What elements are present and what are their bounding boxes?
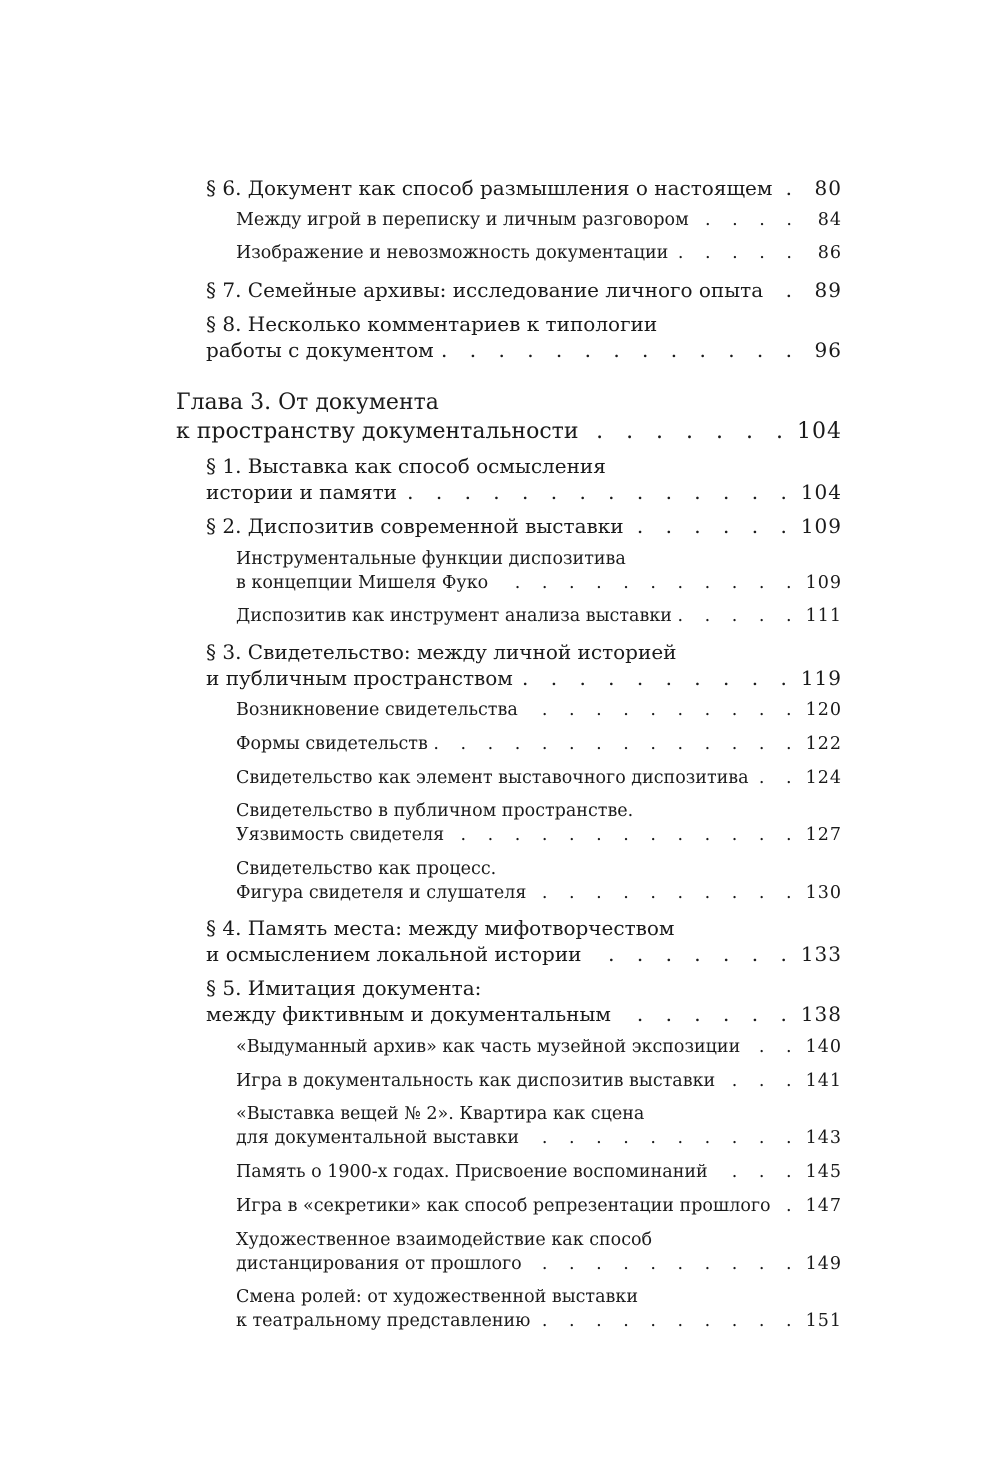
toc-entry-section-8[interactable] [206, 311, 842, 363]
toc-entry-title: Возникновение свидетельства [236, 700, 518, 720]
toc-entry-title-line1: § 4. Память места: между мифотворчеством [206, 916, 675, 940]
toc-entry-title: § 2. Диспозитив современной выставки [206, 514, 624, 538]
toc-entry-subsection[interactable] [236, 1160, 842, 1184]
toc-page-number: 149 [805, 1254, 842, 1274]
dot-leader [450, 823, 799, 847]
toc-chapter-title-line2: к пространству документальности [176, 419, 579, 444]
dot-leader [746, 1035, 799, 1059]
toc-entry-title: § 7. Семейные архивы: исследование личного опыта [206, 278, 764, 302]
toc-entry-title-line1: Свидетельство как процесс. [236, 859, 497, 879]
toc-entry-title-line1: Художественное взаимодействие как способ [236, 1230, 653, 1250]
toc-entry-title: Свидетельство как элемент выставочного диспозитива [236, 768, 749, 788]
toc-entry-subsection[interactable] [236, 1228, 842, 1276]
toc-entry-subsection[interactable] [236, 1035, 842, 1059]
dot-leader [721, 1069, 799, 1093]
toc-page-number: 127 [805, 825, 842, 845]
toc-entry-section-6[interactable] [206, 175, 842, 201]
toc-page-number: 140 [805, 1037, 842, 1057]
toc-entry-title-line1: «Выставка вещей № 2». Квартира как сцена [236, 1104, 645, 1124]
toc-page-number: 104 [800, 480, 842, 504]
toc-page-number: 141 [805, 1071, 842, 1091]
toc-chapter-title-line1: Глава 3. От документа [176, 390, 439, 415]
toc-entry-subsection[interactable] [236, 547, 842, 595]
toc-entry-title-line2: к театральному представлению [236, 1311, 531, 1331]
toc-entry-subsection[interactable] [236, 208, 842, 232]
toc-entry-section-4[interactable] [206, 915, 842, 967]
toc-entry-subsection[interactable] [236, 1194, 842, 1218]
toc-entry-subsection[interactable] [236, 732, 842, 756]
dot-leader [536, 1309, 799, 1333]
toc-entry-title: Изображение и невозможность документации [236, 243, 669, 263]
toc-page-number: 133 [800, 942, 842, 966]
toc-page-number: 124 [805, 768, 842, 788]
toc-entry-title-line2: Фигура свидетеля и слушателя [236, 883, 527, 903]
toc-page-number: 109 [800, 514, 842, 538]
dot-leader [519, 665, 795, 691]
toc-page-number: 130 [805, 883, 842, 903]
dot-leader [678, 604, 800, 628]
toc-entry-title-line1: § 8. Несколько комментариев к типологии [206, 312, 658, 336]
toc-page-number: 147 [805, 1196, 842, 1216]
toc-entry-title: Игра в «секретики» как способ репрезентации прошлого [236, 1196, 771, 1216]
toc-page-number: 84 [817, 210, 842, 230]
dot-leader [617, 1001, 795, 1027]
dot-leader [695, 208, 800, 232]
toc-entry-section-1[interactable] [206, 453, 842, 505]
toc-entry-title-line1: § 1. Выставка как способ осмысления [206, 454, 606, 478]
toc-entry-title: Формы свидетельств [236, 734, 428, 754]
toc-entry-subsection[interactable] [236, 698, 842, 722]
toc-page-number: 145 [805, 1162, 842, 1182]
toc-entry-title: § 6. Документ как способ размышления о настоящем [206, 176, 773, 200]
toc-entry-subsection[interactable] [236, 1102, 842, 1150]
toc-entry-title: Игра в документальность как диспозитив выставки [236, 1071, 716, 1091]
toc-entry-title-line1: § 5. Имитация документа: [206, 976, 482, 1000]
toc-entry-title: Память о 1900-х годах. Присвоение воспоминаний [236, 1162, 708, 1182]
dot-leader [434, 732, 800, 756]
toc-page-number: 96 [814, 338, 842, 362]
toc-entry-chapter-3[interactable] [176, 388, 842, 446]
dot-leader [777, 1194, 800, 1218]
dot-leader [630, 513, 795, 539]
toc-entry-title: «Выдуманный архив» как часть музейной экспозиции [236, 1037, 741, 1057]
toc-entry-title-line2: между фиктивным и документальным [206, 1002, 611, 1026]
dot-leader [525, 1126, 800, 1150]
toc-entry-title-line1: § 3. Свидетельство: между личной историей [206, 640, 677, 664]
dot-leader [524, 698, 800, 722]
toc-entry-section-3[interactable] [206, 639, 842, 691]
toc-page-number: 151 [805, 1311, 842, 1331]
toc-entry-title-line1: Свидетельство в публичном пространстве. [236, 801, 634, 821]
toc-entry-title-line1: Смена ролей: от художественной выставки [236, 1287, 638, 1307]
dot-leader [778, 175, 800, 201]
toc-entry-section-7[interactable] [206, 277, 842, 303]
toc-entry-title-line2: дистанцирования от прошлого [236, 1254, 522, 1274]
toc-entry-title-line2: в концепции Мишеля Фуко [236, 573, 489, 593]
dot-leader [440, 337, 800, 363]
toc-entry-title: Между игрой в переписку и личным разговором [236, 210, 689, 230]
toc-entry-subsection[interactable] [236, 857, 842, 905]
dot-leader [769, 277, 800, 303]
toc-entry-subsection[interactable] [236, 1285, 842, 1333]
toc-page-number: 111 [805, 606, 842, 626]
dot-leader [585, 417, 792, 446]
dot-leader [532, 881, 799, 905]
toc-page-number: 143 [805, 1128, 842, 1148]
toc-entry-subsection[interactable] [236, 799, 842, 847]
dot-leader [494, 571, 799, 595]
toc-entry-title-line2: и публичным пространством [206, 666, 513, 690]
toc-page-number: 122 [805, 734, 842, 754]
dot-leader [528, 1252, 800, 1276]
toc-entry-title-line2: для документальной выставки [236, 1128, 520, 1148]
toc-entry-title-line2: и осмыслением локальной истории [206, 942, 582, 966]
toc-entry-section-2[interactable] [206, 513, 842, 539]
toc-page-number: 138 [800, 1002, 842, 1026]
toc-page-number: 80 [814, 176, 842, 200]
toc-entry-subsection[interactable] [236, 604, 842, 628]
toc-entry-subsection[interactable] [236, 241, 842, 265]
toc-page-number: 120 [805, 700, 842, 720]
toc-entry-title-line2: работы с документом [206, 338, 434, 362]
toc-entry-subsection[interactable] [236, 1069, 842, 1093]
toc-page-number: 119 [800, 666, 842, 690]
toc-entry-title: Диспозитив как инструмент анализа выставки [236, 606, 672, 626]
dot-leader [755, 766, 800, 790]
dot-leader [587, 941, 794, 967]
toc-page-number: 109 [805, 573, 842, 593]
toc-page-number: 89 [814, 278, 842, 302]
toc-entry-title-line1: Инструментальные функции диспозитива [236, 549, 626, 569]
toc-page-number: 86 [817, 243, 842, 263]
toc-entry-title-line2: истории и памяти [206, 480, 397, 504]
toc-entry-title-line2: Уязвимость свидетеля [236, 825, 445, 845]
dot-leader [714, 1160, 800, 1184]
dot-leader [403, 479, 795, 505]
dot-leader [674, 241, 800, 265]
toc-entry-subsection[interactable] [236, 766, 842, 790]
toc-entry-section-5[interactable] [206, 975, 842, 1027]
toc-page-number: 104 [797, 419, 842, 444]
